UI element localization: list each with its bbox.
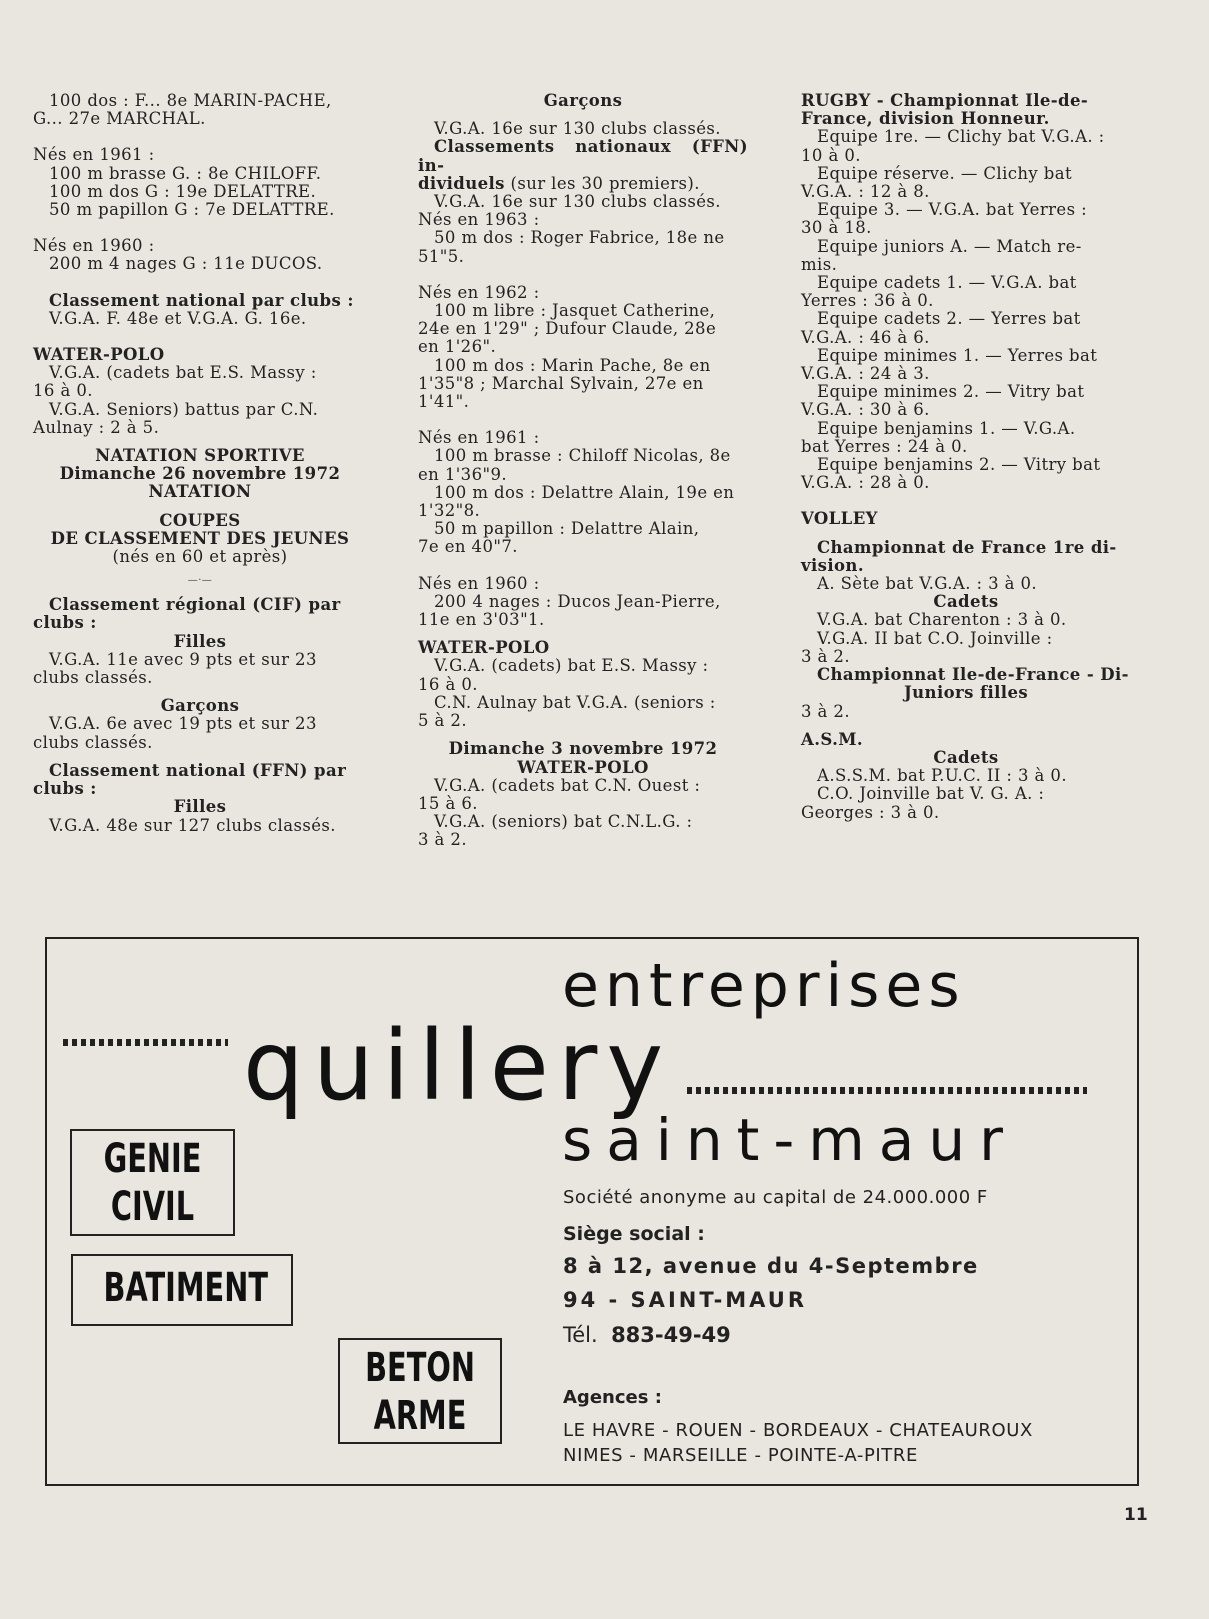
text-line: Aulnay : 2 à 5. bbox=[33, 417, 160, 437]
text-line: 100 m brasse G. : 8e CHILOFF. bbox=[49, 163, 322, 183]
text-line: 5 à 2. bbox=[418, 711, 467, 731]
text-line: clubs classés. bbox=[33, 732, 153, 752]
ad-siege-label: Siège social : bbox=[563, 1223, 705, 1245]
text-line: V.G.A. 6e avec 19 pts et sur 23 bbox=[49, 714, 317, 734]
text-line: Equipe réserve. — Clichy bat bbox=[817, 163, 1073, 183]
page-number: 11 bbox=[1124, 1505, 1148, 1525]
section-heading: Championnat Ile-de-France - Di- bbox=[817, 665, 1129, 685]
text-line: 16 à 0. bbox=[418, 674, 478, 694]
text-line: V.G.A. : 30 à 6. bbox=[801, 400, 930, 420]
ad-box-text: GENIE bbox=[103, 1136, 202, 1182]
text-line: V.G.A. : 12 à 8. bbox=[801, 182, 930, 202]
text-line: 100 dos : F... 8e MARIN-PACHE, bbox=[49, 91, 332, 110]
text-line: V.G.A. : 24 à 3. bbox=[801, 364, 930, 384]
section-heading: Classement national (FFN) par bbox=[49, 760, 347, 780]
text-line: Nés en 1961 : bbox=[418, 428, 540, 448]
text-line: 200 m 4 nages G : 11e DUCOS. bbox=[49, 254, 323, 274]
text-line: Equipe minimes 2. — Vitry bat bbox=[817, 382, 1085, 402]
text-line: V.G.A. 11e avec 9 pts et sur 23 bbox=[49, 649, 317, 669]
section-heading: A.S.M. bbox=[801, 729, 864, 749]
section-heading: COUPES bbox=[159, 510, 241, 530]
section-heading: VOLLEY bbox=[801, 509, 878, 529]
text-line: Equipe cadets 2. — Yerres bat bbox=[817, 309, 1081, 329]
text-line: G... 27e MARCHAL. bbox=[33, 109, 206, 129]
ad-agences-line2: NIMES - MARSEILLE - POINTE-A-PITRE bbox=[563, 1445, 918, 1466]
text-line: 3 à 2. bbox=[801, 701, 850, 721]
text-line: C.O. Joinville bat V. G. A. : bbox=[817, 784, 1045, 804]
text-line: 100 m dos G : 19e DELATTRE. bbox=[49, 181, 317, 201]
text-line: en 1'36"9. bbox=[418, 464, 507, 484]
text-line: 24e en 1'29" ; Dufour Claude, 28e bbox=[418, 319, 717, 339]
text-line: V.G.A. : 28 à 0. bbox=[801, 473, 930, 493]
ad-tel-number: 883-49-49 bbox=[611, 1323, 731, 1347]
text-line: Georges : 3 à 0. bbox=[801, 802, 940, 822]
ad-hatch-decoration bbox=[63, 1039, 228, 1046]
section-heading: Classement national par clubs : bbox=[49, 290, 354, 310]
text-line: C.N. Aulnay bat V.G.A. (seniors : bbox=[434, 692, 716, 712]
section-heading: Championnat de France 1re di- bbox=[817, 537, 1117, 557]
ad-hatch-decoration bbox=[687, 1087, 1087, 1094]
ad-address-line2: 94 - SAINT-MAUR bbox=[563, 1288, 808, 1312]
section-heading: clubs : bbox=[33, 613, 97, 633]
ad-entreprises: entreprises bbox=[562, 951, 966, 1021]
ad-city: saint-maur bbox=[562, 1106, 1017, 1174]
column-1 bbox=[33, 92, 367, 835]
ad-address-line1: 8 à 12, avenue du 4-Septembre bbox=[563, 1254, 979, 1278]
ad-box-text: BATIMENT bbox=[103, 1265, 268, 1311]
text-line: (nés en 60 et après) bbox=[112, 547, 288, 567]
text-line: 7e en 40"7. bbox=[418, 537, 518, 557]
subheading: Cadets bbox=[933, 592, 999, 612]
ad-box-beton-arme bbox=[338, 1338, 502, 1444]
ad-box-genie-civil bbox=[70, 1129, 235, 1236]
text-line: 51"5. bbox=[418, 246, 465, 266]
ad-box-text: CIVIL bbox=[110, 1184, 195, 1230]
text-line: 100 m brasse : Chiloff Nicolas, 8e bbox=[434, 446, 731, 466]
text-line: V.G.A. 16e sur 130 clubs classés. bbox=[434, 119, 721, 139]
section-heading: clubs : bbox=[33, 779, 97, 799]
text-line: 100 m dos : Delattre Alain, 19e en bbox=[434, 482, 735, 502]
text-line: 10 à 0. bbox=[801, 145, 861, 165]
subheading: Garçons bbox=[543, 91, 623, 110]
text-line: 3 à 2. bbox=[801, 646, 850, 666]
text-line: mis. bbox=[801, 254, 838, 274]
text-line: Equipe cadets 1. — V.G.A. bat bbox=[817, 273, 1077, 293]
section-heading: Classements nationaux (FFN) in- bbox=[418, 137, 748, 175]
ad-box-text: ARME bbox=[373, 1393, 467, 1439]
section-heading: France, division Honneur. bbox=[801, 109, 1050, 129]
text-line: Equipe minimes 1. — Yerres bat bbox=[817, 345, 1098, 365]
text-line: V.G.A. bat Charenton : 3 à 0. bbox=[817, 610, 1067, 630]
text-line: V.G.A. (cadets bat E.S. Massy : bbox=[49, 363, 317, 383]
section-heading: WATER-POLO bbox=[418, 638, 550, 658]
section-heading: Classement régional (CIF) par bbox=[49, 595, 341, 615]
text-line: V.G.A. F. 48e et V.G.A. G. 16e. bbox=[49, 308, 307, 328]
ornament-divider: —·— bbox=[187, 575, 213, 587]
subheading: Juniors filles bbox=[903, 683, 1029, 703]
text-line: 50 m papillon : Delattre Alain, bbox=[434, 519, 700, 539]
text-line: 16 à 0. bbox=[33, 381, 93, 401]
section-heading: vision. bbox=[801, 555, 864, 575]
text-line: 1'35"8 ; Marchal Sylvain, 27e en bbox=[418, 373, 704, 393]
ad-tel-label: Tél. bbox=[563, 1323, 598, 1347]
section-heading: Dimanche 26 novembre 1972 bbox=[59, 464, 341, 484]
section-heading: WATER-POLO bbox=[33, 345, 165, 365]
text-line: en 1'26". bbox=[418, 337, 497, 357]
text-line: clubs classés. bbox=[33, 668, 153, 688]
text-line: 3 à 2. bbox=[418, 830, 467, 850]
section-heading: WATER-POLO bbox=[517, 757, 649, 777]
text-line: 50 m dos : Roger Fabrice, 18e ne bbox=[434, 228, 725, 248]
column-2 bbox=[418, 92, 748, 850]
text-line: A.S.S.M. bat P.U.C. II : 3 à 0. bbox=[817, 766, 1067, 786]
text-line: V.G.A. 16e sur 130 clubs classés. bbox=[434, 192, 721, 212]
section-heading: NATATION bbox=[148, 482, 252, 502]
text-line: Nés en 1960 : bbox=[33, 236, 155, 256]
text-line: V.G.A. (seniors) bat C.N.L.G. : bbox=[434, 812, 693, 832]
text-line: 30 à 18. bbox=[801, 218, 872, 238]
text-line: 11e en 3'03"1. bbox=[418, 610, 545, 630]
ad-capital: Société anonyme au capital de 24.000.000 F bbox=[563, 1187, 988, 1208]
text-span: (sur les 30 premiers). bbox=[504, 173, 700, 193]
text-line bbox=[418, 175, 748, 193]
text-line: 100 m libre : Jasquet Catherine, bbox=[434, 301, 716, 321]
ad-box-batiment bbox=[71, 1254, 293, 1326]
subheading: Garçons bbox=[160, 696, 240, 716]
text-line: Equipe benjamins 2. — Vitry bat bbox=[817, 455, 1101, 475]
text-line: Equipe 3. — V.G.A. bat Yerres : bbox=[817, 200, 1088, 220]
ad-company-name: quillery bbox=[243, 1010, 673, 1122]
text-line: bat Yerres : 24 à 0. bbox=[801, 436, 968, 456]
ad-agences-label: Agences : bbox=[563, 1387, 662, 1408]
text-line: 100 m dos : Marin Pache, 8e en bbox=[434, 355, 711, 375]
text-line: V.G.A. 48e sur 127 clubs classés. bbox=[49, 815, 336, 835]
text-line: Nés en 1962 : bbox=[418, 282, 540, 302]
text-line: Equipe benjamins 1. — V.G.A. bbox=[817, 418, 1076, 438]
text-line: V.G.A. (cadets bat C.N. Ouest : bbox=[434, 775, 701, 795]
text-line: Nés en 1961 : bbox=[33, 145, 155, 165]
text-line: 200 4 nages : Ducos Jean-Pierre, bbox=[434, 591, 721, 611]
ad-agences-line1: LE HAVRE - ROUEN - BORDEAUX - CHATEAUROUX bbox=[563, 1420, 1033, 1441]
text-line: V.G.A. (cadets) bat E.S. Massy : bbox=[434, 656, 709, 676]
text-line: 15 à 6. bbox=[418, 793, 478, 813]
subheading: Cadets bbox=[933, 747, 999, 767]
ad-telephone bbox=[563, 1323, 731, 1347]
text-line: Equipe juniors A. — Match re- bbox=[817, 236, 1082, 256]
subheading: Filles bbox=[173, 631, 227, 651]
text-line: Equipe 1re. — Clichy bat V.G.A. : bbox=[817, 127, 1105, 147]
text-bold: dividuels bbox=[418, 173, 505, 193]
text-line: Nés en 1963 : bbox=[418, 210, 540, 230]
text-line: V.G.A. : 46 à 6. bbox=[801, 327, 930, 347]
text-line: 50 m papillon G : 7e DELATTRE. bbox=[49, 200, 335, 220]
text-line: Nés en 1960 : bbox=[418, 573, 540, 593]
section-heading: RUGBY - Championnat Ile-de- bbox=[801, 91, 1089, 110]
section-heading: Dimanche 3 novembre 1972 bbox=[448, 739, 718, 759]
advertisement bbox=[45, 937, 1139, 1486]
text-line: V.G.A. Seniors) battus par C.N. bbox=[49, 399, 319, 419]
text-line: Yerres : 36 à 0. bbox=[801, 291, 934, 311]
text-line: 1'41". bbox=[418, 392, 470, 412]
column-3 bbox=[801, 92, 1131, 822]
text-line: 1'32"8. bbox=[418, 501, 481, 521]
section-heading: DE CLASSEMENT DES JEUNES bbox=[50, 528, 350, 548]
ad-box-text: BETON bbox=[365, 1345, 475, 1391]
section-heading: NATATION SPORTIVE bbox=[95, 446, 305, 466]
text-line: A. Sète bat V.G.A. : 3 à 0. bbox=[817, 574, 1038, 594]
text-line: V.G.A. II bat C.O. Joinville : bbox=[817, 628, 1053, 648]
subheading: Filles bbox=[173, 797, 227, 817]
